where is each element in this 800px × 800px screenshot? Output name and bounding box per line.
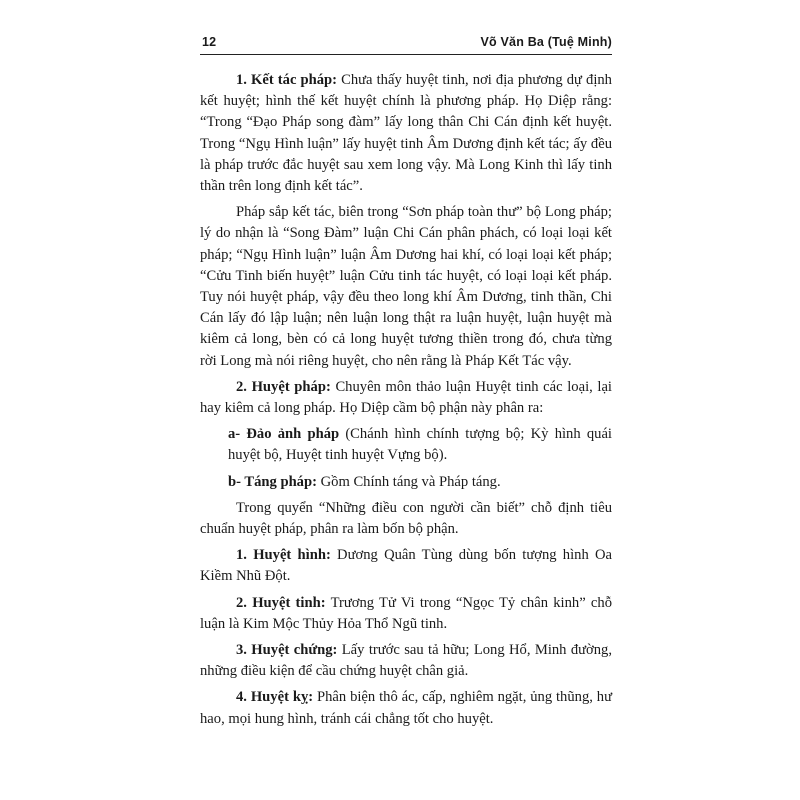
paragraph-huyet-tinh: [200, 593, 612, 635]
paragraph-text: Lấy trước sau tả hữu; Long Hổ, Minh đường, những điều kiện để cầu chứng huyệt chân giả.: [200, 642, 613, 680]
paragraph-text: Dương Quân Tùng dùng bốn tượng hình Oa Kiềm Nhũ Đột.: [200, 547, 613, 585]
paragraph-text: Gồm Chính táng và Pháp táng.: [316, 473, 501, 490]
paragraph-text: (Chánh hình chính tượng bộ; Kỳ hình quái huyệt bộ, Huyệt tinh huyệt Vựng bộ).: [228, 426, 612, 464]
paragraph-lead: 1. Kết tác pháp:: [236, 72, 338, 88]
paragraph-lead: 2. Huyệt pháp:: [236, 378, 331, 395]
paragraph-dao-anh-phap: [228, 424, 612, 466]
page-number: 12: [202, 35, 217, 49]
paragraph-lead: 4. Huyệt kỵ:: [236, 689, 314, 706]
book-page: [200, 30, 612, 770]
paragraph-lead: 2. Huyệt tinh:: [236, 594, 326, 611]
paragraph-lead: a- Đảo ảnh pháp: [228, 426, 340, 443]
paragraph-huyet-hinh: [200, 545, 612, 587]
paragraph-tang-phap: [228, 472, 612, 493]
paragraph-huyet-phap: [200, 377, 612, 419]
paragraph-lead: 1. Huyệt hình:: [236, 547, 331, 564]
paragraph-ket-tac-phap: [200, 70, 612, 197]
paragraph-text: Phân biện thô ác, cấp, nghiêm ngặt, ủng thũng, hư hao, mọi hung hình, tránh cái chẳng tốt cho huyệt.: [200, 689, 612, 727]
paragraph-lead: 3. Huyệt chứng:: [236, 642, 338, 659]
body-text: [200, 70, 612, 735]
paragraph-nhung-dieu: [200, 498, 612, 540]
paragraph-text: Chưa thấy huyệt tinh, nơi địa phương dự định kết huyệt; hình thế kết huyệt chính là phương pháp. Họ Diệp rằng: “Trong “Đạo Pháp song đàm” lấy long thân Chi Cán định kết huyệt. Trong “Ngụ Hình luận” lấy huyệt tinh Âm Dương định kết tác; ấy đều là pháp trước đắc huyệt sau xem long vậy. Mà Long Kinh thì lấy tinh thần trên long định kết tác”.: [200, 72, 612, 195]
paragraph-text: Pháp sắp kết tác, biên trong “Sơn pháp toàn thư” bộ Long pháp; lý do nhận là “Song Đàm” luận Chi Cán phân phách, có loại loại kết pháp; “Ngụ Hình luận” luận Âm Dương hai khí, có loại loại kết pháp; “Cửu Tinh biến huyệt” luận Cửu tinh tác huyệt, có loại loại kết pháp. Tuy nói huyệt pháp, vậy đều theo long khí Âm Dương, tinh thần, Chi Cán lấy đó lập luận; nên luận long thật ra luận huyệt, luận huyệt mà kiêm cả long, bèn có cả long huyệt tương thiền trong đó, chưa từng rời Long mà nói riêng huyệt, cho nên rằng là Pháp Kết Tác vậy.: [200, 204, 612, 369]
paragraph-text: Trong quyển “Những điều con người cần biết” chỗ định tiêu chuẩn huyệt pháp, phân ra làm bốn bộ phận.: [200, 499, 612, 538]
book-author: Võ Văn Ba (Tuệ Minh): [480, 35, 612, 49]
paragraph-text: Trương Tử Vi trong “Ngọc Tỷ chân kinh” chỗ luận là Kim Mộc Thủy Hỏa Thổ Ngũ tinh.: [200, 594, 612, 632]
paragraph-huyet-ky: [200, 687, 612, 729]
running-header: [200, 30, 612, 55]
paragraph-lead: b- Táng pháp:: [228, 473, 317, 490]
paragraph-text: Chuyên môn thảo luận Huyệt tinh các loại, lại hay kiêm cả long pháp. Họ Diệp cầm bộ phận này phân ra:: [200, 378, 612, 417]
paragraph-huyet-chung: [200, 640, 612, 682]
paragraph-phap-sap-ket-tac: [200, 202, 612, 372]
